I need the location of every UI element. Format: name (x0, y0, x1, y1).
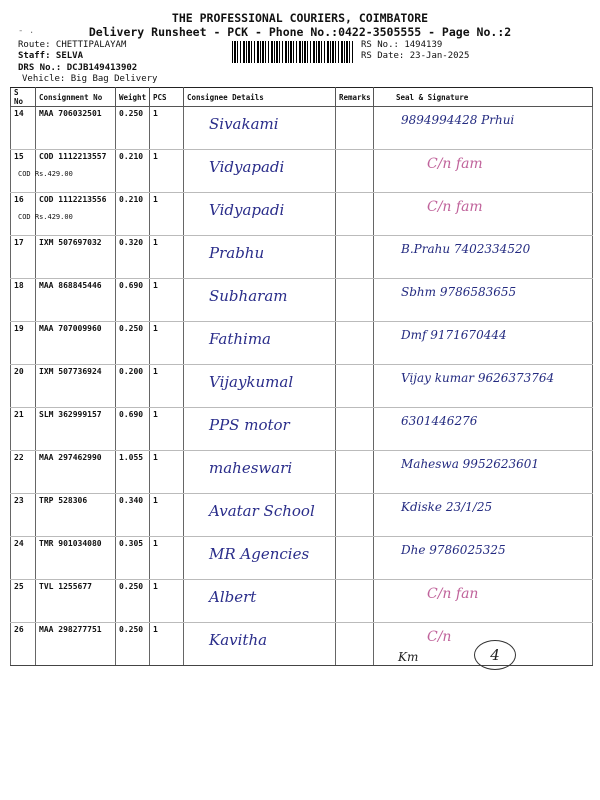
pcs-cell (150, 494, 184, 537)
consignee-cell (184, 279, 336, 322)
consignee-handwriting: Fathima (209, 330, 271, 348)
weight-value: 0.320 (119, 238, 144, 247)
drs-number: DRS No.: DCJB149413902 (18, 63, 138, 73)
consignee-cell (184, 322, 336, 365)
consignment-value: MAA 868845446 (39, 281, 102, 290)
consignment-cell (36, 408, 116, 451)
signature-handwriting: Dhe 9786025325 (401, 543, 506, 557)
pcs-cell (150, 451, 184, 494)
table-row (11, 236, 593, 279)
pcs-cell (150, 365, 184, 408)
runsheet-table (10, 87, 593, 666)
cod-amount: COD Rs.429.00 (18, 170, 73, 178)
signature-cell (374, 279, 593, 322)
sno-value: 15 (14, 152, 24, 161)
signature-handwriting: 6301446276 (401, 414, 478, 428)
col-remarks: Remarks (336, 88, 374, 107)
footer-initials: Km (398, 650, 419, 664)
weight-value: 0.690 (119, 410, 144, 419)
sno-cell (11, 236, 36, 279)
runsheet-subtitle: Delivery Runsheet - PCK - Phone No.:0422-3505555 - Page No.:2 (88, 25, 512, 39)
barcode-icon (232, 41, 355, 63)
weight-value: 0.250 (119, 324, 144, 333)
consignee-cell (184, 408, 336, 451)
consignment-cell (36, 279, 116, 322)
weight-value: 0.210 (119, 195, 144, 204)
signature-handwriting: C/n fam (427, 156, 483, 172)
weight-cell (116, 279, 150, 322)
pcs-value: 1 (153, 238, 158, 247)
sno-cell (11, 365, 36, 408)
pcs-value: 1 (153, 367, 158, 376)
table-row (11, 365, 593, 408)
consignment-value: TRP 528306 (39, 496, 88, 505)
signature-handwriting: B.Prahu 7402334520 (401, 242, 531, 256)
sno-value: 16 (14, 195, 24, 204)
remarks-cell (336, 107, 374, 150)
pcs-cell (150, 107, 184, 150)
consignee-handwriting: Subharam (209, 287, 288, 305)
col-signature: Seal & Signature (374, 88, 593, 107)
sno-cell (11, 537, 36, 580)
pcs-value: 1 (153, 195, 158, 204)
consignment-value: SLM 362999157 (39, 410, 102, 419)
table-row (11, 150, 593, 193)
table-row (11, 494, 593, 537)
pcs-cell (150, 623, 184, 666)
consignment-cell (36, 107, 116, 150)
pcs-value: 1 (153, 496, 158, 505)
weight-cell (116, 365, 150, 408)
signature-handwriting: C/n (427, 629, 452, 645)
consignee-cell (184, 107, 336, 150)
weight-value: 1.055 (119, 453, 144, 462)
pcs-value: 1 (153, 324, 158, 333)
consignment-cell (36, 494, 116, 537)
consignment-cell (36, 623, 116, 666)
weight-cell (116, 623, 150, 666)
sno-cell (11, 451, 36, 494)
pcs-value: 1 (153, 539, 158, 548)
pcs-value: 1 (153, 109, 158, 118)
consignee-handwriting: maheswari (209, 459, 293, 477)
table-header (11, 88, 593, 107)
weight-value: 0.250 (119, 109, 144, 118)
consignee-handwriting: Kavitha (209, 631, 268, 649)
sno-value: 14 (14, 109, 24, 118)
consignment-value: COD 1112213556 (39, 195, 107, 204)
sno-cell (11, 494, 36, 537)
corner-mark: - . (18, 26, 35, 36)
sno-value: 23 (14, 496, 24, 505)
sno-value: 25 (14, 582, 24, 591)
weight-value: 0.305 (119, 539, 144, 548)
pcs-value: 1 (153, 582, 158, 591)
signature-cell (374, 494, 593, 537)
table-row (11, 580, 593, 623)
sno-value: 26 (14, 625, 24, 634)
consignment-cell (36, 322, 116, 365)
staff-label: Staff: SELVA (18, 51, 84, 61)
signature-handwriting: 9894994428 Prhui (401, 113, 515, 127)
weight-cell (116, 408, 150, 451)
table-row (11, 193, 593, 236)
col-consignee: Consignee Details (184, 88, 336, 107)
consignee-cell (184, 451, 336, 494)
weight-value: 0.250 (119, 582, 144, 591)
consignment-value: IXM 507697032 (39, 238, 102, 247)
remarks-cell (336, 150, 374, 193)
consignment-value: IXM 507736924 (39, 367, 102, 376)
consignment-cell (36, 236, 116, 279)
weight-cell (116, 107, 150, 150)
consignee-handwriting: Vidyapadi (209, 201, 285, 219)
pcs-cell (150, 236, 184, 279)
sno-value: 17 (14, 238, 24, 247)
sno-value: 20 (14, 367, 24, 376)
col-sno: S No (11, 88, 36, 107)
weight-cell (116, 494, 150, 537)
table-row (11, 451, 593, 494)
remarks-cell (336, 322, 374, 365)
consignment-cell (36, 365, 116, 408)
weight-cell (116, 537, 150, 580)
remarks-cell (336, 623, 374, 666)
table-row (11, 408, 593, 451)
consignment-value: COD 1112213557 (39, 152, 107, 161)
consignee-cell (184, 236, 336, 279)
col-weight: Weight (116, 88, 150, 107)
signature-cell (374, 193, 593, 236)
consignment-value: MAA 707009960 (39, 324, 102, 333)
sno-cell (11, 408, 36, 451)
remarks-cell (336, 494, 374, 537)
consignment-value: TMR 901034080 (39, 539, 102, 548)
consignment-cell (36, 451, 116, 494)
pcs-value: 1 (153, 453, 158, 462)
signature-cell (374, 408, 593, 451)
signature-handwriting: Maheswa 9952623601 (401, 457, 540, 471)
signature-handwriting: Sbhm 9786583655 (401, 285, 517, 299)
runsheet-title: THE PROFESSIONAL COURIERS, COIMBATORE (171, 11, 429, 25)
consignee-cell (184, 365, 336, 408)
sno-value: 21 (14, 410, 24, 419)
rs-date: RS Date: 23-Jan-2025 (361, 51, 470, 61)
route-label: Route: CHETTIPALAYAM (18, 40, 127, 50)
cod-amount: COD Rs.429.00 (18, 213, 73, 221)
sno-cell (11, 279, 36, 322)
signature-handwriting: Dmf 9171670444 (401, 328, 507, 342)
remarks-cell (336, 451, 374, 494)
table-row (11, 537, 593, 580)
sno-value: 18 (14, 281, 24, 290)
consignee-handwriting: Avatar School (209, 502, 315, 520)
pcs-cell (150, 580, 184, 623)
consignment-value: MAA 298277751 (39, 625, 102, 634)
pcs-cell (150, 408, 184, 451)
consignee-cell (184, 193, 336, 236)
consignee-handwriting: Vijaykumal (209, 373, 294, 391)
page-circle: 4 (474, 640, 516, 670)
vehicle-label: Vehicle: Big Bag Delivery (22, 74, 158, 84)
sno-cell (11, 623, 36, 666)
consignment-cell (36, 580, 116, 623)
remarks-cell (336, 193, 374, 236)
col-consignment: Consignment No (36, 88, 116, 107)
consignee-cell (184, 494, 336, 537)
weight-value: 0.200 (119, 367, 144, 376)
consignee-cell (184, 150, 336, 193)
weight-cell (116, 150, 150, 193)
consignment-cell (36, 537, 116, 580)
signature-cell (374, 107, 593, 150)
consignee-cell (184, 537, 336, 580)
weight-cell (116, 580, 150, 623)
weight-value: 0.340 (119, 496, 144, 505)
weight-cell (116, 322, 150, 365)
remarks-cell (336, 365, 374, 408)
consignment-value: MAA 706032501 (39, 109, 102, 118)
remarks-cell (336, 537, 374, 580)
sno-cell (11, 322, 36, 365)
consignee-handwriting: Sivakami (209, 115, 279, 133)
signature-cell (374, 236, 593, 279)
pcs-cell (150, 322, 184, 365)
weight-cell (116, 451, 150, 494)
remarks-cell (336, 580, 374, 623)
weight-value: 0.690 (119, 281, 144, 290)
sno-value: 24 (14, 539, 24, 548)
consignee-handwriting: Vidyapadi (209, 158, 285, 176)
pcs-value: 1 (153, 625, 158, 634)
table-row (11, 322, 593, 365)
consignee-handwriting: Prabhu (209, 244, 265, 262)
table-row (11, 107, 593, 150)
consignee-cell (184, 623, 336, 666)
consignee-handwriting: PPS motor (209, 416, 290, 434)
consignee-handwriting: Albert (209, 588, 257, 606)
signature-cell (374, 150, 593, 193)
rs-number: RS No.: 1494139 (361, 40, 443, 50)
table-row (11, 279, 593, 322)
consignment-value: MAA 297462990 (39, 453, 102, 462)
consignee-handwriting: MR Agencies (209, 545, 310, 563)
col-pcs: PCS (150, 88, 184, 107)
remarks-cell (336, 236, 374, 279)
signature-handwriting: Vijay kumar 9626373764 (401, 371, 555, 385)
signature-cell (374, 451, 593, 494)
pcs-value: 1 (153, 152, 158, 161)
signature-cell (374, 322, 593, 365)
remarks-cell (336, 279, 374, 322)
signature-cell (374, 580, 593, 623)
signature-cell (374, 365, 593, 408)
weight-cell (116, 193, 150, 236)
remarks-cell (336, 408, 374, 451)
weight-value: 0.210 (119, 152, 144, 161)
sno-value: 22 (14, 453, 24, 462)
pcs-cell (150, 150, 184, 193)
signature-handwriting: C/n fan (427, 586, 479, 602)
signature-cell (374, 537, 593, 580)
signature-handwriting: Kdiske 23/1/25 (401, 500, 493, 514)
signature-handwriting: C/n fam (427, 199, 483, 215)
pcs-cell (150, 279, 184, 322)
pcs-value: 1 (153, 410, 158, 419)
weight-value: 0.250 (119, 625, 144, 634)
pcs-cell (150, 193, 184, 236)
weight-cell (116, 236, 150, 279)
consignee-cell (184, 580, 336, 623)
sno-cell (11, 107, 36, 150)
consignment-value: TVL 1255677 (39, 582, 92, 591)
pcs-value: 1 (153, 281, 158, 290)
sno-cell (11, 580, 36, 623)
sno-value: 19 (14, 324, 24, 333)
pcs-cell (150, 537, 184, 580)
